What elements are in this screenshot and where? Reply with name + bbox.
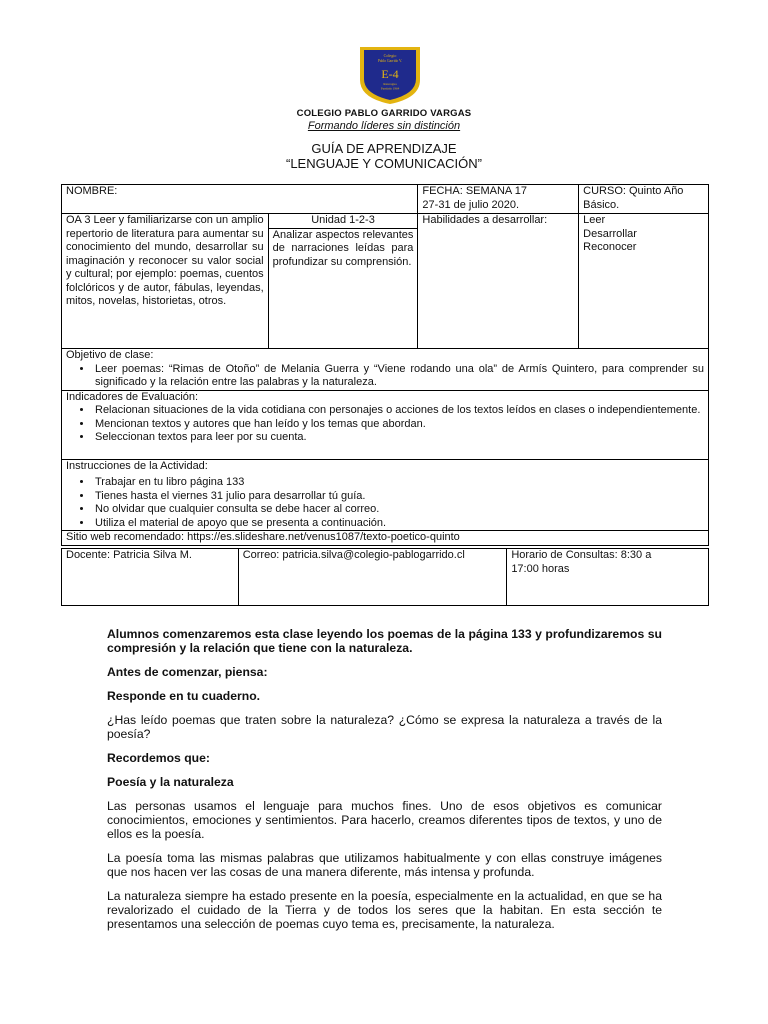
fecha-cell [418,185,579,214]
curso-line-2: Básico. [583,198,620,211]
habilidades-cell [579,214,709,349]
instruccion-item: • Trabajar en tu libro página 133 [93,476,704,490]
intro-paragraph: Alumnos comenzaremos esta clase leyendo los poemas de la página 133 y profundizaremos su compresión y la relación que tiene con la naturaleza. [107,627,662,655]
guide-subtitle: “LENGUAJE Y COMUNICACIÓN” [286,156,482,171]
table-row-sitio [62,531,709,546]
instrucciones-cell [62,459,709,531]
guide-body [107,627,662,941]
objetivo-item: • Leer poemas: “Rimas de Otoño” de Melania Guerra y “Viene rodando una ola” de Armís Quintero, para comprender su significado y la relación entre las palabras y la naturaleza. [93,363,704,390]
table-row-indicadores [62,390,709,459]
pregunta-paragraph: ¿Has leído poemas que traten sobre la naturaleza? ¿Cómo se expresa la naturaleza a través de la poesía? [107,713,662,741]
unidad-label: Unidad 1-2-3 [269,214,418,229]
objetivo-cell [62,349,709,391]
guide-title: GUÍA DE APRENDIZAJE [311,141,457,156]
crest-text-1: Colegio [383,53,397,58]
habilidad-item: Leer [583,214,606,226]
instrucciones-label: Instrucciones de la Actividad: [66,459,208,472]
guide-info-table [61,184,709,546]
poesia-heading: Poesía y la naturaleza [107,775,234,789]
instruccion-item: • Utiliza el material de apoyo que se presenta a continuación. [93,517,704,531]
docente-text: Docente: Patricia Silva M. [66,549,192,561]
school-motto: Formando líderes sin distinción [307,120,461,132]
indicadores-label: Indicadores de Evaluación: [66,390,199,403]
correo-text[interactable]: Correo: patricia.silva@colegio-pablogarrido.cl [242,549,465,561]
unidad-description: Analizar aspectos relevantes de narraciones leídas para profundizar su comprensión. [272,228,414,268]
crest-mark: E-4 [381,67,399,81]
school-crest-logo [356,44,424,106]
table-row-header [62,185,709,214]
habilidad-item: Reconocer [583,241,637,253]
nombre-cell[interactable] [62,185,418,214]
contact-table [61,548,709,606]
table-row-instrucciones [62,459,709,531]
objetivo-label: Objetivo de clase: [66,349,154,361]
oa-text: OA 3 Leer y familiarizarse con un amplio repertorio de literatura para aumentar su conocimiento del mundo, desarrollar su imaginación y reconocer su valor social y cultural; por ejemplo: poemas, cuentos folclóricos y de autor, fábulas, leyendas, mitos, novelas, historietas, otros. [66,214,264,307]
sitio-cell[interactable] [62,531,709,546]
habilidad-item: Desarrollar [583,227,637,240]
habilidades-label-cell [418,214,579,349]
indicador-item: • Seleccionan textos para leer por su cuenta. [93,431,704,445]
horario-line-1: Horario de Consultas: 8:30 a [511,549,652,561]
antes-heading: Antes de comenzar, piensa: [107,665,268,679]
habilidades-label: Habilidades a desarrollar: [422,214,548,226]
horario-cell [507,549,709,606]
table-row-contact [62,549,709,606]
instruccion-item: • Tienes hasta el viernes 31 julio para desarrollar tú guía. [93,490,704,504]
responde-heading: Responde en tu cuaderno. [107,689,261,703]
school-name: COLEGIO PABLO GARRIDO VARGAS [296,108,472,119]
crest-text-4: Fundado 1964 [380,86,400,91]
crest-text-2: Pablo Garrido V. [377,59,403,63]
nombre-label: NOMBRE: [66,185,118,197]
instruccion-item: • No olvidar que cualquier consulta se debe hacer al correo. [93,503,704,517]
fecha-line-1: FECHA: SEMANA 17 [422,185,527,197]
sitio-web-link[interactable]: Sitio web recomendado: https://es.slideshare.net/venus1087/texto-poetico-quinto [66,531,460,543]
curso-line-1: CURSO: Quinto Año [583,185,684,197]
recordemos-heading: Recordemos que: [107,751,210,765]
indicador-item: • Mencionan textos y autores que han leído y los temas que abordan. [93,418,704,432]
body-paragraph: La naturaleza siempre ha estado presente en la poesía, especialmente en la actualidad, en que se ha revalorizado el cuidado de la Tierra y de todos los seres que la habitan. En esta sección te presentamos una selección de poemas cuyo tema es, precisamente, la naturaleza. [107,889,662,931]
crest-text-3: Rancagua [383,82,397,86]
body-paragraph: La poesía toma las mismas palabras que utilizamos habitualmente y con ellas construye imágenes que nos hacen ver las cosas de una manera diferente, más intensa y profunda. [107,851,662,879]
docente-cell [62,549,239,606]
indicadores-cell [62,390,709,459]
body-paragraph: Las personas usamos el lenguaje para muchos fines. Uno de esos objetivos es comunicar conocimientos, emociones y sentimientos. Para hacerlo, creamos diferentes tipos de textos, y uno de ellos es la poesía. [107,799,662,841]
correo-cell [238,549,507,606]
unidad-cell [268,214,418,349]
curso-cell [579,185,709,214]
table-row-objetivo [62,349,709,391]
horario-line-2: 17:00 horas [511,562,570,575]
table-row-oa [62,214,709,349]
oa-cell [62,214,269,349]
indicador-item: • Relacionan situaciones de la vida cotidiana con personajes o acciones de los textos leídos en clases o independientemente. [93,404,704,418]
fecha-line-2: 27-31 de julio 2020. [422,198,520,211]
